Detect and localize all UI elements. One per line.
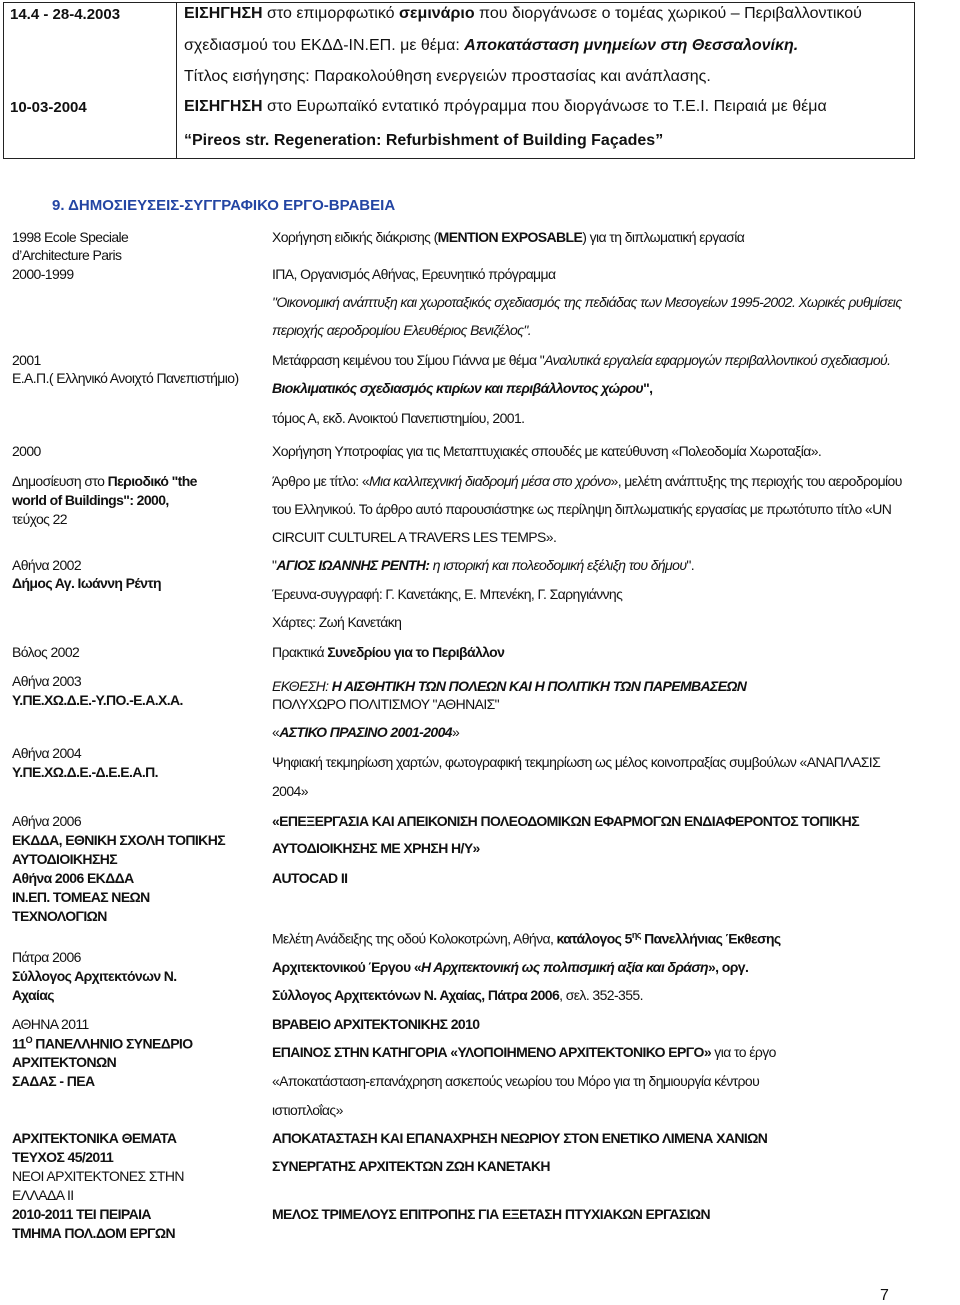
left-entry-12-line2: $11^O$ ΠΑΝΕΛΛΗΝΙΟ ΣΥΝΕΔΡΙΟ <box>12 1035 193 1052</box>
left-entry-5-line2: world of Buildings": 2000, <box>12 492 169 508</box>
left-entry-8-line1: Αθήνα 2003 <box>12 673 82 689</box>
top-row4-date: 10-03-2004 <box>10 99 87 116</box>
right-line-13: Έρευνα-συγγραφή: Γ. Κανετάκης, Ε. Μπενέκη, Γ. Σαρηγιάννης <box>272 586 623 602</box>
left-entry-6-line1: Αθήνα 2002 <box>12 557 82 573</box>
right-line-17: ΠΟΛΥΧΩΡΟ ΠΟΛΙΤΙΣΜΟΥ "ΑΘΗΝΑΙΣ" <box>272 696 500 712</box>
right-line-4: περιοχής αεροδρομίου Ελευθέριος Βενιζέλος". <box>272 322 532 338</box>
right-line-16: ΕΚΘΕΣΗ: Η ΑΙΣΘΗΤΙΚΗ ΤΩΝ ΠΟΛΕΩΝ ΚΑΙ Η ΠΟΛΙΤΙΚΗ ΤΩΝ ΠΑΡΕΜΒΑΣΕΩΝ <box>272 678 747 694</box>
top-row3-text: Τίτλος εισήγησης: Παρακολούθηση ενεργειών προστασίας και ανάπλασης. <box>184 68 711 85</box>
right-line-2: ΙΠΑ, Οργανισμός Αθήνας, Ερευνητικό πρόγραμμα <box>272 266 556 282</box>
left-entry-6-line2: Δήμος Αγ. Ιωάννη Ρέντη <box>12 575 161 591</box>
left-entry-11-line1: Πάτρα 2006 <box>12 949 81 965</box>
left-entry-11-line3: Αχαίας <box>12 987 54 1003</box>
top-row4-text: ΕΙΣΗΓΗΣΗ στο Ευρωπαϊκό εντατικό πρόγραμμα που διοργάνωσε το Τ.Ε.Ι. Πειραιά με θέμα <box>184 98 827 115</box>
left-entry-9-line1: Αθήνα 2004 <box>12 745 82 761</box>
left-entry-8-line2: Υ.ΠΕ.ΧΩ.Δ.Ε.-Υ.ΠΟ.-Ε.Α.Χ.Α. <box>12 692 183 708</box>
right-line-1: Χορήγηση ειδικής διάκρισης (MENTION EXPOSABLE) για τη διπλωματική εργασία <box>272 229 745 245</box>
left-entry-10-line4: Αθήνα 2006 ΕΚΔΔΑ <box>12 870 134 886</box>
left-entry-12-line1: ΑΘΗΝΑ 2011 <box>12 1016 89 1032</box>
left-entry-10-line6: ΤΕΧΝΟΛΟΓΙΩΝ <box>12 908 107 924</box>
right-line-8: Χορήγηση Υποτροφίας για τις Μεταπτυχιακές σπουδές με κατεύθυνση «Πολεοδομία Χωροταξία». <box>272 443 822 459</box>
left-entry-5-line3: τεύχος 22 <box>12 511 67 527</box>
table-column-divider <box>176 3 177 158</box>
left-entry-10-line3: ΑΥΤΟΔΙΟΙΚΗΣΗΣ <box>12 851 118 867</box>
left-entry-9-line2: Υ.ΠΕ.ΧΩ.Δ.Ε.-Δ.Ε.Ε.Α.Π. <box>12 764 158 780</box>
right-line-9: Άρθρο με τίτλο: «Μια καλλιτεχνική διαδρομή μέσα στο χρόνο», μελέτη ανάπτυξης της περιοχής του αεροδρομίου <box>272 473 902 489</box>
left-entry-10-line1: Αθήνα 2006 <box>12 813 82 829</box>
left-entry-14-line1: 2010-2011 ΤΕΙ ΠΕΙΡΑΙΑ <box>12 1206 151 1222</box>
right-line-20: 2004» <box>272 783 308 799</box>
left-entry-1-line2: d’Architecture Paris <box>12 247 122 263</box>
top-row5-text: “Pireos str. Regeneration: Refurbishment of Building Façades” <box>184 132 664 149</box>
right-line-21: «ΕΠΕΞΕΡΓΑΣΙΑ ΚΑΙ ΑΠΕΙΚΟΝΙΣΗ ΠΟΛΕΟΔΟΜΙΚΩΝ ΕΦΑΡΜΟΓΩΝ ΕΝΔΙΑΦΕΡΟΝΤΟΣ ΤΟΠΙΚΗΣ <box>272 813 859 829</box>
left-entry-12-line4: ΣΑΔΑΣ - ΠΕΑ <box>12 1073 95 1089</box>
right-line-31: ΑΠΟΚΑΤΑΣΤΑΣΗ ΚΑΙ ΕΠΑΝΑΧΡΗΣΗ ΝΕΩΡΙΟΥ ΣΤΟΝ ΕΝΕΤΙΚΟ ΛΙΜΕΝΑ ΧΑΝΙΩΝ <box>272 1130 768 1146</box>
left-entry-3-line2: Ε.Α.Π.( Ελληνικό Ανοιχτό Πανεπιστήμιο) <box>12 370 239 386</box>
right-line-19: Ψηφιακή τεκμηρίωση χαρτών, φωτογραφική τεκμηρίωση ως μέλος κοινοπραξίας συμβούλων «ΑΝΑΠΛΑΣΙΣ <box>272 754 881 770</box>
left-entry-13-line4: ΕΛΛΑΔΑ ΙΙ <box>12 1187 74 1203</box>
top-row1-date: 14.4 - 28-4.2003 <box>10 6 121 23</box>
right-line-11: CIRCUIT CULTUREL A TRAVERS LES TEMPS». <box>272 529 557 545</box>
left-entry-2: 2000-1999 <box>12 266 74 282</box>
left-entry-5-line1: Δημοσίευση στο Περιοδικό "the <box>12 473 197 489</box>
left-entry-13-line3: ΝΕΟΙ ΑΡΧΙΤΕΚΤΟΝΕΣ ΣΤΗΝ <box>12 1168 184 1184</box>
left-entry-1-line1: 1998 Ecole Speciale <box>12 229 129 245</box>
right-line-6: Βιοκλιματικός σχεδιασμός κτιρίων και περιβάλλοντος χώρου", <box>272 380 653 396</box>
right-line-23: AUTOCAD II <box>272 870 348 886</box>
right-line-33: ΜΕΛΟΣ ΤΡΙΜΕΛΟΥΣ ΕΠΙΤΡΟΠΗΣ ΓΙΑ ΕΞΕΤΑΣΗ ΠΤΥΧΙΑΚΩΝ ΕΡΓΑΣΙΩΝ <box>272 1206 711 1222</box>
left-entry-12-line3: ΑΡΧΙΤΕΚΤΟΝΩΝ <box>12 1054 117 1070</box>
right-line-25: Αρχιτεκτονικού Έργου «Η Αρχιτεκτονική ως πολιτισμική αξία και δράση», οργ. <box>272 959 749 975</box>
left-entry-7: Βόλος 2002 <box>12 644 80 660</box>
left-entry-4: 2000 <box>12 443 41 459</box>
right-line-15: Πρακτικά Συνεδρίου για το Περιβάλλον <box>272 644 505 660</box>
left-entry-14-line2: ΤΜΗΜΑ ΠΟΛ.ΔΟΜ ΕΡΓΩΝ <box>12 1225 175 1241</box>
right-line-10: του Ελληνικού. Το άρθρο αυτό παρουσιάστηκε ως περίληψη διπλωματικής εργασίας με πρωτότυπο τίτλο «UN <box>272 501 892 517</box>
right-line-29: «Αποκατάσταση-επανάχρηση ασκεπούς νεωρίου του Μόρο για τη δημιουργία κέντρου <box>272 1073 760 1089</box>
left-entry-13-line1: ΑΡΧΙΤΕΚΤΟΝΙΚΑ ΘΕΜΑΤΑ <box>12 1130 177 1146</box>
left-entry-13-line2: ΤΕΥΧΟΣ 45/2011 <box>12 1149 114 1165</box>
left-entry-3-line1: 2001 <box>12 352 41 368</box>
right-line-12: "ΑΓΙΟΣ ΙΩΑΝΝΗΣ ΡΕΝΤΗ: η ιστορική και πολεοδομική εξέλιξη του δήμου". <box>272 557 695 573</box>
right-line-18: «ΑΣΤΙΚΟ ΠΡΑΣΙΝΟ 2001-2004» <box>272 724 460 740</box>
top-row2-text: σχεδιασμού του ΕΚΔΔ-ΙΝ.ΕΠ. με θέμα: Αποκατάσταση μνημείων στη Θεσσαλονίκη. <box>184 37 799 54</box>
right-line-27: ΒΡΑΒΕΙΟ ΑΡΧΙΤΕΚΤΟΝΙΚΗΣ 2010 <box>272 1016 480 1032</box>
left-entry-10-line2: ΕΚΔΔΑ, ΕΘΝΙΚΗ ΣΧΟΛΗ ΤΟΠΙΚΗΣ <box>12 832 226 848</box>
right-line-7: τόμος Α, εκδ. Ανοικτού Πανεπιστημίου, 2001. <box>272 410 525 426</box>
right-line-22: ΑΥΤΟΔΙΟΙΚΗΣΗΣ ΜΕ ΧΡΗΣΗ Η/Υ» <box>272 840 480 856</box>
right-line-30: ιστιοπλοΐας» <box>272 1102 343 1118</box>
right-line-3: "Οικονομική ανάπτυξη και χωροταξικός σχεδιασμός της πεδιάδας των Μεσογείων 1995-2002. Χωρικές ρυθμίσεις <box>272 294 902 310</box>
right-line-28: ΕΠΑΙΝΟΣ ΣΤΗΝ ΚΑΤΗΓΟΡΙΑ «ΥΛΟΠΟΙΗΜΕΝΟ ΑΡΧΙΤΕΚΤΟΝΙΚΟ ΕΡΓΟ» για το έργο <box>272 1044 776 1060</box>
top-row1-text: ΕΙΣΗΓΗΣΗ στο επιμορφωτικό σεμινάριο που διοργάνωσε ο τομέας χωρικού – Περιβαλλοντικού <box>184 5 862 22</box>
right-line-24: Μελέτη Ανάδειξης της οδού Κολοκοτρώνη, Αθήνα, κατάλογος $5^{\eta\varsigma}$ Πανελλήνιας Έκθεσης <box>272 930 781 947</box>
section-heading: 9. ΔΗΜΟΣΙΕΥΣΕΙΣ-ΣΥΓΓΡΑΦΙΚΟ ΕΡΓΟ-ΒΡΑΒΕΙΑ <box>52 197 396 214</box>
left-entry-11-line2: Σύλλογος Αρχιτεκτόνων Ν. <box>12 968 177 984</box>
left-entry-10-line5: ΙΝ.ΕΠ. ΤΟΜΕΑΣ ΝΕΩΝ <box>12 889 150 905</box>
right-line-14: Χάρτες: Ζωή Κανετάκη <box>272 614 402 630</box>
right-line-5: Μετάφραση κειμένου του Σίμου Γιάννα με θέμα "Αναλυτικά εργαλεία εφαρμογών περιβαλλοντικού σχεδιασμού. <box>272 352 891 368</box>
page-number: 7 <box>880 1287 889 1304</box>
right-line-26: Σύλλογος Αρχιτεκτόνων Ν. Αχαίας, Πάτρα 2006, σελ. 352-355. <box>272 987 643 1003</box>
right-line-32: ΣΥΝΕΡΓΑΤΗΣ ΑΡΧΙΤΕΚΤΩΝ ΖΩΗ ΚΑΝΕΤΑΚΗ <box>272 1158 550 1174</box>
